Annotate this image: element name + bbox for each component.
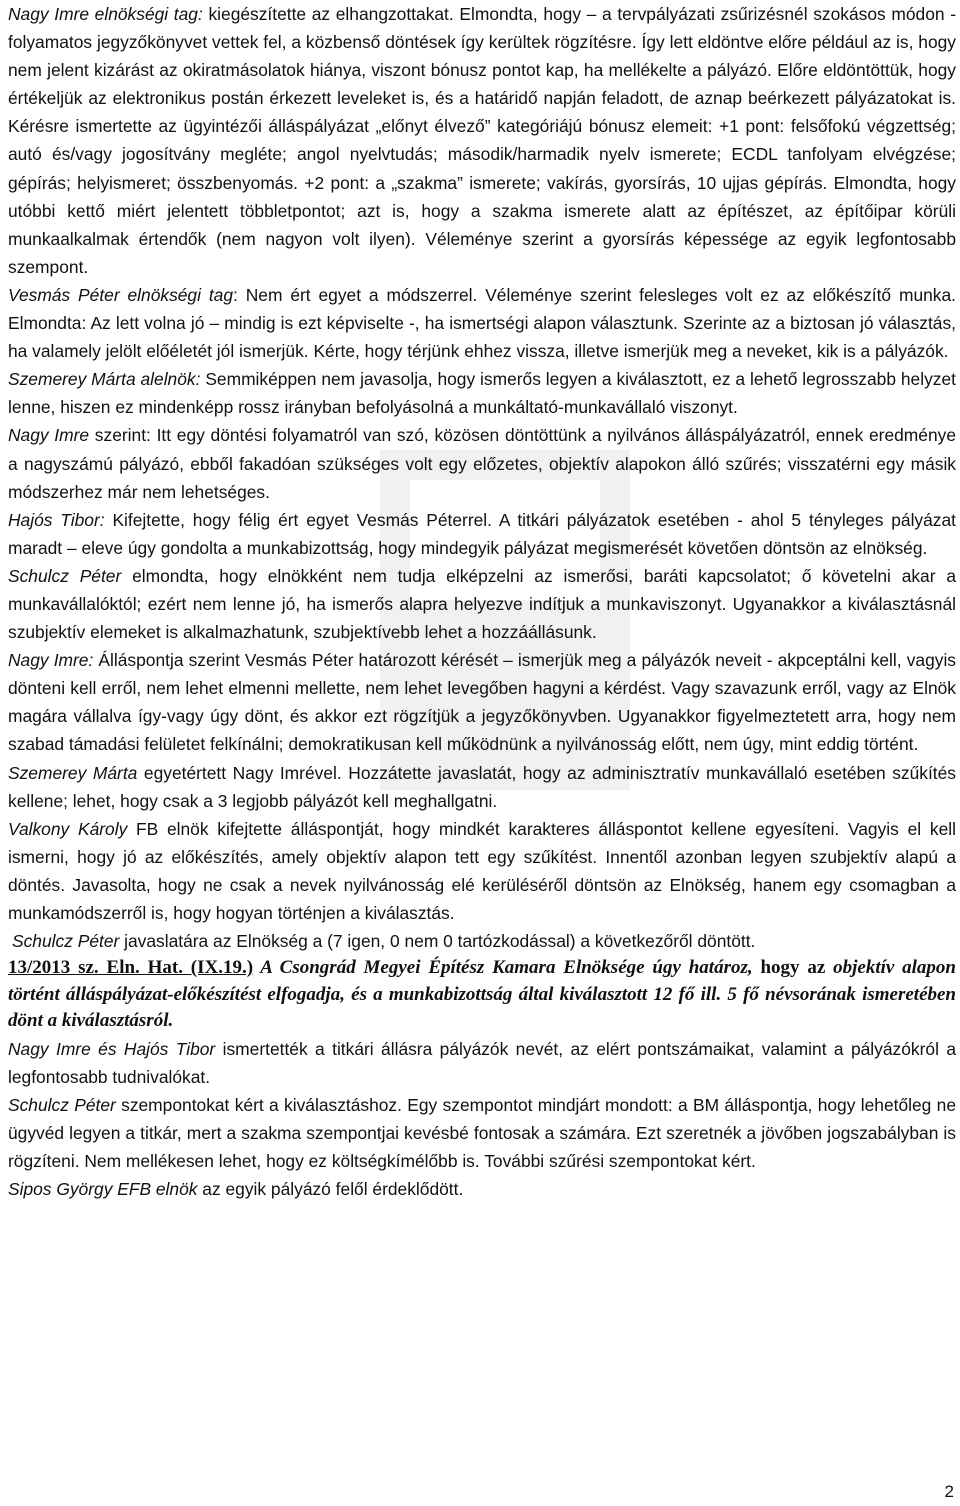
paragraph-text: Kifejtette, hogy félig ért egyet Vesmás Péterrel. A titkári pályázatok esetében - ahol 5 tényleges pályázat maradt – eleve úgy gondolta a munkabizottság, hogy mindegyik pályázat megismerését követően döntsön az elnökség. [8,509,956,558]
paragraph-8 [8,759,956,815]
speaker-name: Schulcz Péter [12,931,120,952]
paragraph-1 [8,0,956,281]
paragraph-7 [8,646,956,758]
paragraph-text: kiegészítette az elhangzottakat. Elmondta, hogy – a tervpályázati zsűrizésnél szokásos módon - folyamatos jegyzőkönyvet vettek fel, a közbenső döntések így kerültek rögzítésre. Így lett eldöntve előre például az is, hogy nem jelent kizárást az okiratmásolatok hiánya, viszont bónusz pontot kap, ha mellékelte a pályázó. Előre eldöntöttük, hogy értékeljük az elektronikus postán érkezett leveleket is, és a határidő napján feladott, de aznap beérkezett pályázatokat is. Kérésre ismertette az ügyintézői álláspályázat „előnyt élvező” kategóriájú bónusz elemeit: +1 pont: felsőfokú végzettség; autó és/vagy jogosítvány megléte; angol nyelvtudás; második/harmadik nyelv ismerete; ECDL tanfolyam elvégzése; gépírás; helyismeret; összbenyomás. +2 pont: a „szakma” ismerete; vakírás, gyorsírás, 10 ujjas gépírás. Elmondta, hogy utóbbi kettő miért jelentett többletpontot; azt is, hogy a szakma ismerete alatt az építészet, az építőipar körüli munkaalkalmak értendők (nem nagyon volt ilyen). Véleménye szerint a gyorsírás képessége az egyik legfontosabb szempont. [8,4,956,277]
paragraph-10 [8,927,956,955]
paragraph-text: : Nem ért egyet a módszerrel. Véleménye szerint felesleges volt ez az előkészítő munka. Elmondta: Az lett volna jó – mindig is ezt képviselte -, ha ismertségi alapon választunk. Szerinte az a biztosan jó választás, ha valamely jelölt előéletét jól ismerjük. Kérte, hogy térjünk ehhez vissza, illetve ismerjük meg a neveket, kik is a pályázók. [8,284,957,362]
paragraph-9 [8,815,956,927]
paragraph-13 [8,1175,956,1203]
paragraph-text: szempontokat kért a kiválasztáshoz. Egy szempontot mindjárt mondott: a BM álláspontja, hogy lehetőleg ne ügyvéd legyen a titkár, mert a szakma szempontjai kevésbé fontosak a számára. Ezt szeretnék a jövőben jogszabályban is rögzíteni. Nem mellékesen lehet, hogy ez költségkímélőbb is. További szűrési szempontokat kért. [8,1094,957,1172]
speaker-name: Szemerey Márta [8,762,138,783]
paragraph-text: Álláspontja szerint Vesmás Péter határozott kérését – ismerjük meg a pályázók neveit - akpceptálni kell, vagyis dönteni kell erről, nem lehet elmenni mellette, nem lehet levegőben hagyni a kérdést. Vagy szavazunk erről, vagy az Elnök magára vállalva így-vagy úgy dönt, és akkor ezt rögzítjük a jegyzőkönyvben. Ugyanakkor figyelmeztetett arra, hogy nem szabad támadási felületet felkínálni; demokratikusan kell működnünk a nyilvánosság előtt, nem úgy, mint eddig történt. [8,650,956,755]
speaker-name: Valkony Károly [8,818,128,839]
resolution-number: 13/2013 sz. Eln. Hat. (IX.19.) [8,957,254,979]
speaker-name: Szemerey Márta alelnök: [8,369,201,390]
paragraph-4 [8,421,956,505]
paragraph-text: az egyik pályázó felől érdeklődött. [197,1179,464,1200]
speaker-name: Schulcz Péter [8,1094,116,1115]
speaker-name: Nagy Imre: [8,650,94,671]
resolution-text-part2: hogy az [752,957,826,979]
paragraph-12 [8,1091,956,1175]
paragraph-text: szerint: Itt egy döntési folyamatról van szó, közösen döntöttünk a nyilvános álláspályázatról, ennek eredménye a nagyszámú pályázó, ebből fakadóan szükséges volt egy előzetes, objektív alapokon álló szűrés; visszatérni egy másik módszerhez már nem lehetséges. [8,425,956,502]
paragraph-text: FB elnök kifejtette álláspontját, hogy mindkét karakteres álláspontot kellene egyesíteni. Vagyis el kell ismerni, hogy jó az előkészítés, amely objektív alapon tett egy szűkítést. Innentől azonban legyen szubjektív alapú a döntés. Javasolta, hogy ne csak a nevek nyilvánosság elé kerüléséről döntsön az Elnökség, hanem egy csomagban a munkamódszerről is, hogy hogyan történjen a kiválasztás. [8,818,956,923]
speaker-name: Nagy Imre és Hajós Tibor [8,1038,216,1059]
resolution-text-part3: objektív alapon történt álláspályázat-előkészítést elfogadja, és a munkabizottság által kiválasztott 12 fő ill. 5 fő névsorának ismeretében dönt a kiválasztásról. [8,957,956,1032]
paragraph-text: Semmiképpen nem javasolja, hogy ismerős legyen a kiválasztott, ez a lehető legrosszabb helyzet lenne, hiszen ez mindenképp rossz irányban befolyásolná a munkáltató-munkavállaló viszonyt. [8,369,956,418]
resolution-text-part1: A Csongrád Megyei Építész Kamara Elnöksége úgy határoz, [253,957,753,979]
paragraph-6 [8,562,956,646]
paragraph-5 [8,506,956,562]
page-number: 2 [944,1482,954,1501]
speaker-name: Nagy Imre [8,425,90,446]
speaker-name: Sipos György EFB elnök [8,1179,198,1200]
speaker-name: Schulcz Péter [8,565,122,586]
document-page [8,0,956,1203]
speaker-name: Hajós Tibor: [8,509,105,530]
speaker-name: Vesmás Péter elnökségi tag [8,284,234,305]
resolution-block [8,955,956,1035]
speaker-name: Nagy Imre elnökségi tag: [8,4,203,24]
paragraph-text: egyetértett Nagy Imrével. Hozzátette javaslatát, hogy az adminisztratív munkavállaló esetében szűkítés kellene; lehet, hogy csak a 3 legjobb pályázót kell meghallgatni. [8,762,956,811]
paragraph-2 [8,281,956,365]
paragraph-text: elmondta, hogy elnökként nem tudja elképzelni az ismerősi, baráti kapcsolatot; ő követelni akar a munkavállalóktól; ezért nem lenne jó, ha ismerős alapra helyezve indítjuk a munkaviszonyt. Ugyanakkor a kiválasztásnál szubjektív elemeket is alkalmazhatunk, szubjektívebb lehet a hozzáállásunk. [8,565,956,643]
paragraph-text: javaslatára az Elnökség a (7 igen, 0 nem 0 tartózkodással) a következőről döntött. [119,931,756,952]
paragraph-3 [8,365,956,421]
paragraph-text: ismertették a titkári állásra pályázók nevét, az elért pontszámaikat, valamint a pályázókról a legfontosabb tudnivalókat. [8,1038,956,1087]
paragraph-11 [8,1035,956,1091]
